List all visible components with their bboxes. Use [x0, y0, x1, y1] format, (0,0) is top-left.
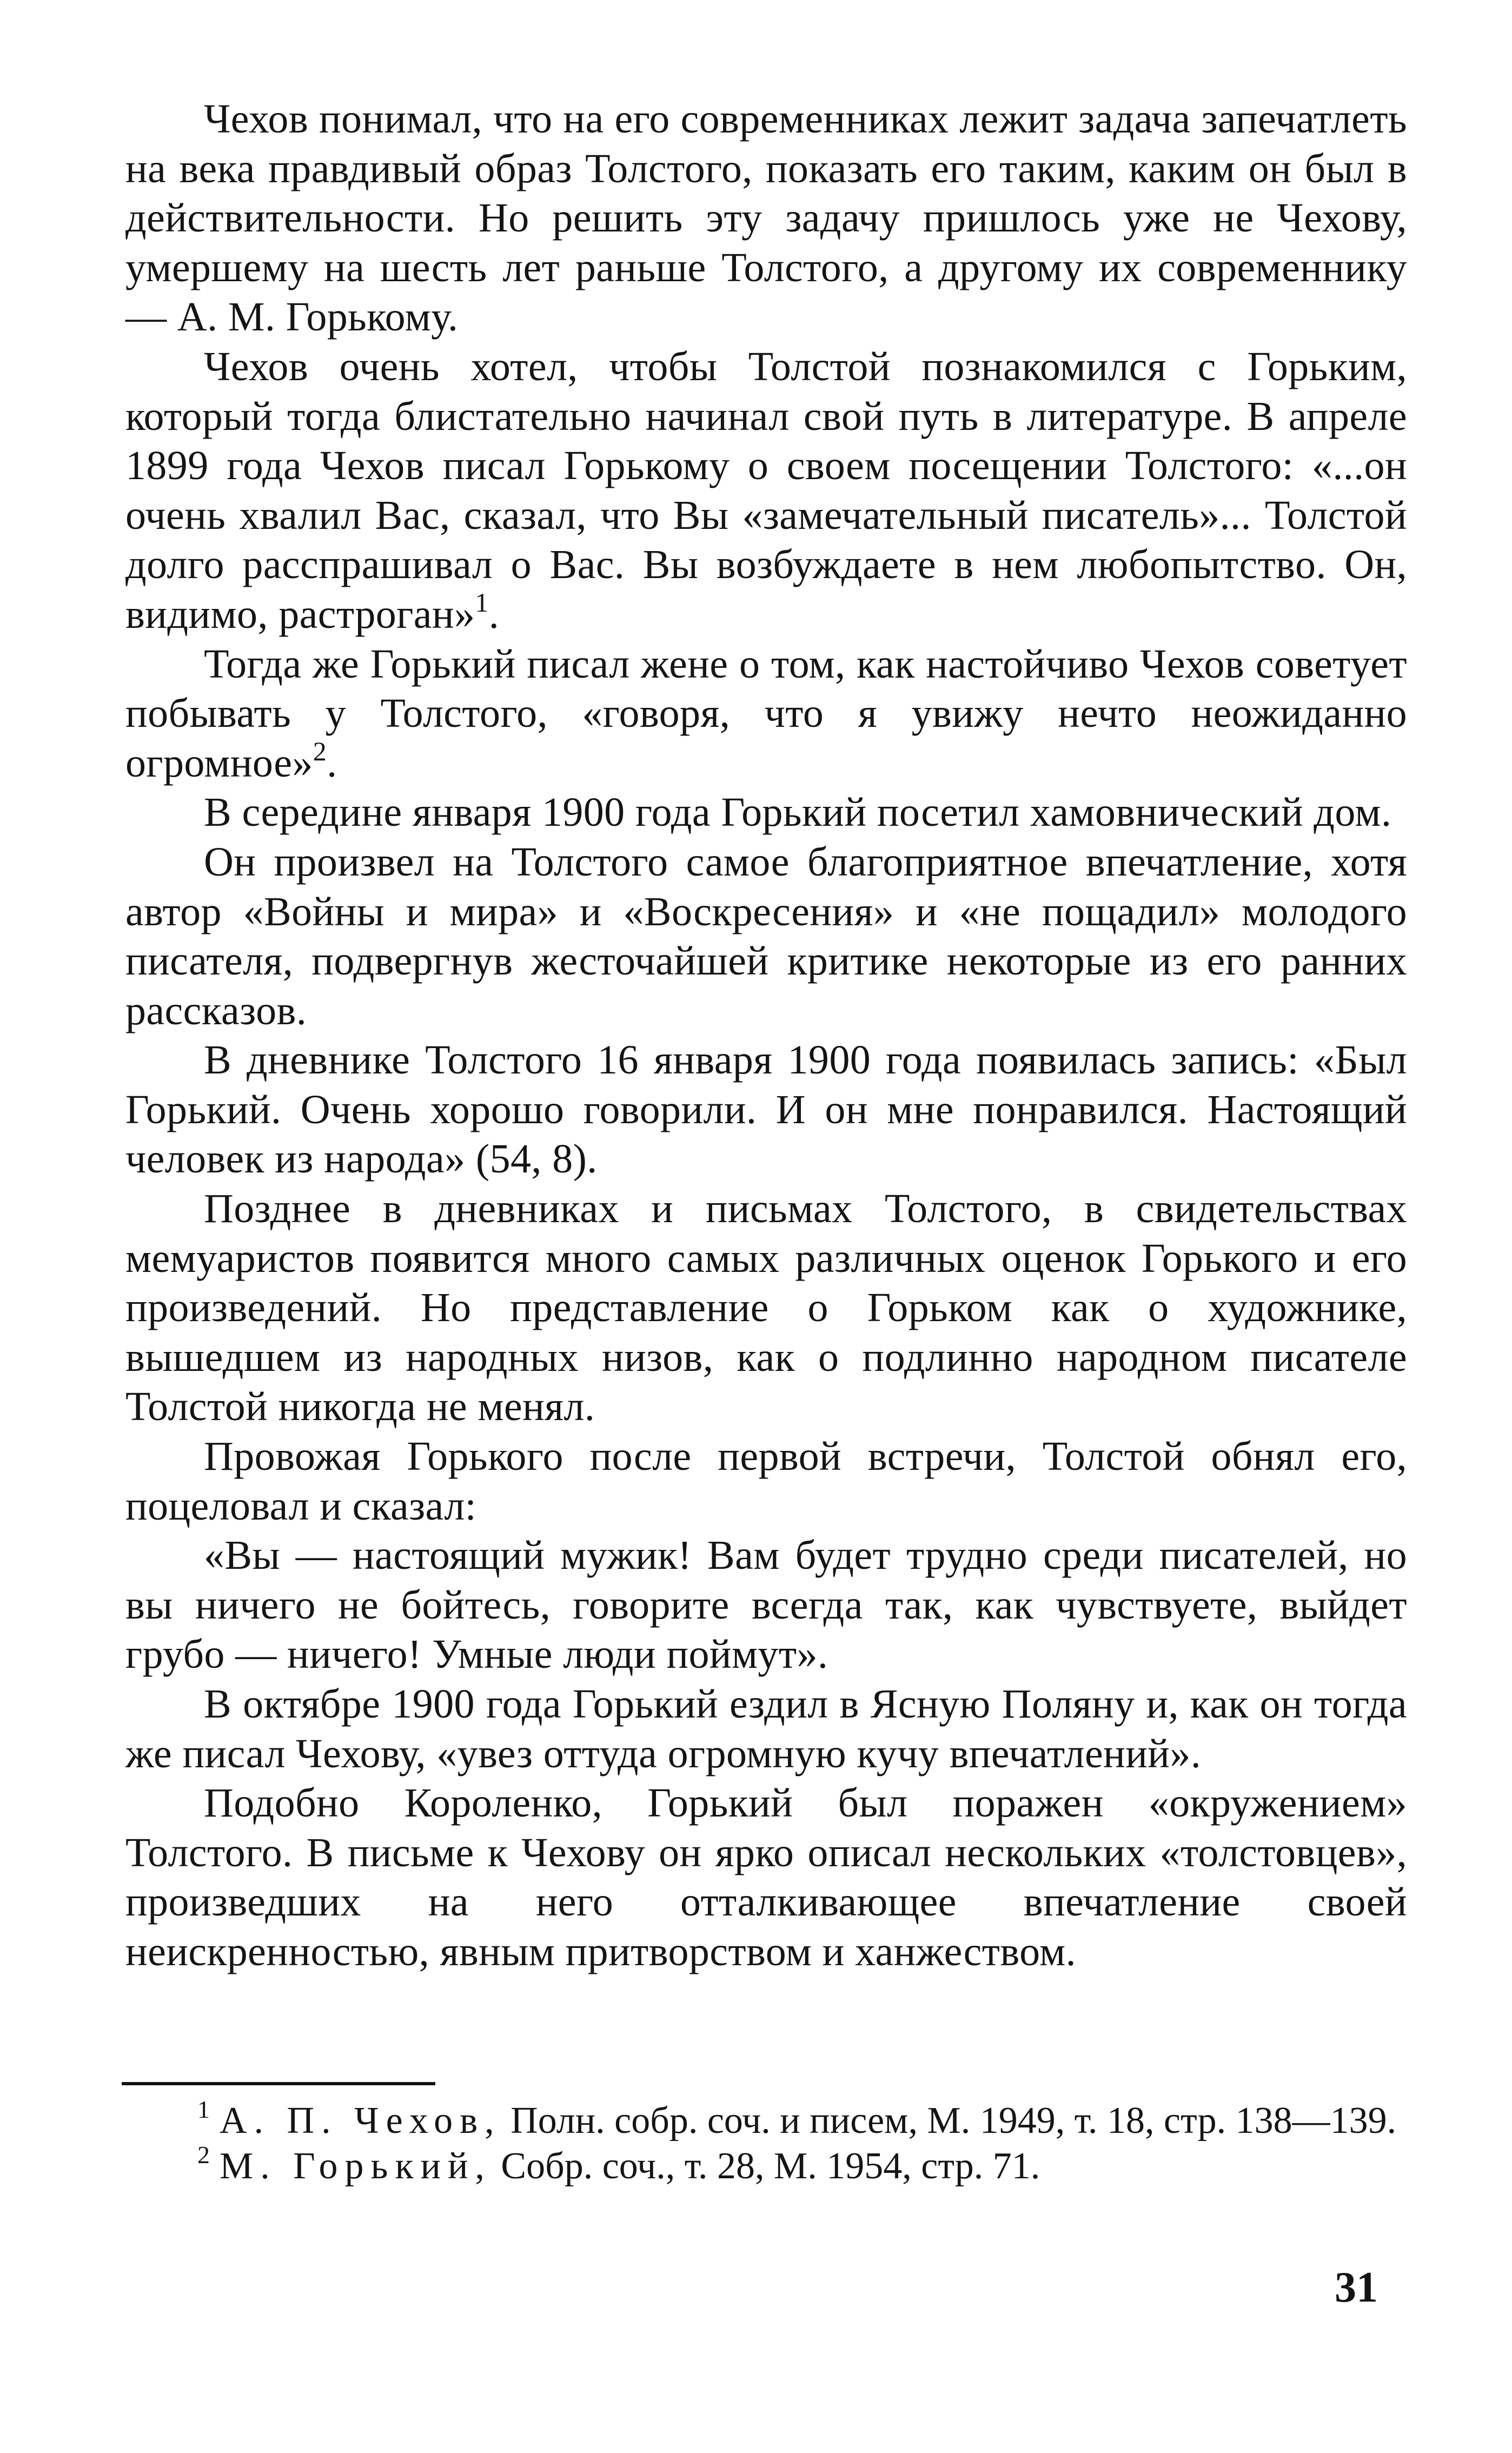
paragraph-text: Тогда же Горький писал жене о том, как настойчиво Чехов советует побывать у Толстого, «говоря, что я увижу нечто неожиданно огромное» [125, 641, 1407, 786]
footnote-author: А. П. Чехов, [220, 2100, 501, 2142]
footnote [122, 2141, 1409, 2189]
footnotes [122, 2098, 1409, 2189]
footnote-mark: 1 [197, 2096, 210, 2123]
footnote-text: Собр. соч., т. 28, М. 1954, стр. 71. [501, 2145, 1040, 2187]
paragraph: В середине января 1900 года Горький посетил хамовнический дом. [204, 790, 1392, 836]
footnote [122, 2098, 1409, 2144]
footnote-divider [122, 2082, 435, 2085]
paragraph: Чехов очень хотел, чтобы Толстой познакомился с Горьким, который тогда блистательно начинал свой путь в литературе. В апреле 1899 года Чехов писал Горькому о своем посещении Толстого: «...он очень хвалил Вас, сказал, что Вы «замечательный писатель»... Толстой долго расспрашивал о Вас. Вы возбуждаете в нем любопытство. Он, видимо, растроган»$^1$. [125, 343, 1407, 637]
paragraph: Провожая Горького после первой встречи, Толстой обнял его, поцеловал и сказал: [125, 1434, 1407, 1529]
paragraph: В октябре 1900 года Горький ездил в Ясную Поляну и, как он тогда же писал Чехову, «увез оттуда огромную кучу впечатлений». [125, 1681, 1407, 1776]
footnote-ref: 2 [313, 735, 327, 766]
quote-paragraph: «Вы — настоящий мужик! Вам будет трудно среди писателей, но вы ничего не бойтесь, говорите всегда так, как чувствуете, выйдет грубо — ничего! Умные люди поймут». [125, 1533, 1407, 1678]
paragraph: Позднее в дневниках и письмах Толстого, в свидетельствах мемуаристов появится много самых различных оценок Горького и его произведений. Но представление о Горьком как о художнике, вышедшем из народных низов, как о подлинно народном писателе Толстой никогда не менял. [125, 1186, 1407, 1430]
body-text [125, 95, 1407, 1977]
paragraph: Чехов понимал, что на его современниках лежит задача запечатлеть на века правдивый образ Толстого, показать его таким, каким он был в действительности. Но решить эту задачу пришлось уже не Чехову, умершему на шесть лет раньше Толстого, а другому их современнику — А. М. Горькому. [125, 96, 1407, 340]
paragraph-text: Чехов очень хотел, чтобы Толстой познакомился с Горьким, который тогда блистательно начинал свой путь в литературе. В апреле 1899 года Чехов писал Горькому о своем посещении Толстого: «...он очень хвалил Вас, сказал, что Вы «замечательный писатель»... Толстой долго расспрашивал о Вас. Вы возбуждаете в нем любопытство. Он, видимо, растроган» [125, 343, 1407, 637]
paragraph: Тогда же Горький писал жене о том, как настойчиво Чехов советует побывать у Толстого, «говоря, что я увижу нечто неожиданно огромное»$^2$. [125, 641, 1407, 786]
footnote-mark: 2 [197, 2141, 210, 2169]
page-number: 31 [1335, 2264, 1378, 2311]
paragraph: В дневнике Толстого 16 января 1900 года появилась запись: «Был Горький. Очень хорошо говорили. И он мне понравился. Настоящий человек из народа» (54, 8). [125, 1037, 1407, 1182]
paragraph: Подобно Короленко, Горький был поражен «окружением» Толстого. В письме к Чехову он ярко описал нескольких «толстовцев», произведших на него отталкивающее впечатление своей неискренностью, явным притворством и ханжеством. [125, 1780, 1407, 1974]
paragraph: Он произвел на Толстого самое благоприятное впечатление, хотя автор «Войны и мира» и «Воскресения» и «не пощадил» молодого писателя, подвергнув жесточайшей критике некоторые из его ранних рассказов. [125, 839, 1407, 1033]
footnote-text: Полн. собр. соч. и писем, М. 1949, т. 18, стр. 138—139. [510, 2100, 1397, 2142]
footnote-author: М. Горький, [220, 2145, 492, 2187]
footnote-ref: 1 [475, 587, 489, 618]
